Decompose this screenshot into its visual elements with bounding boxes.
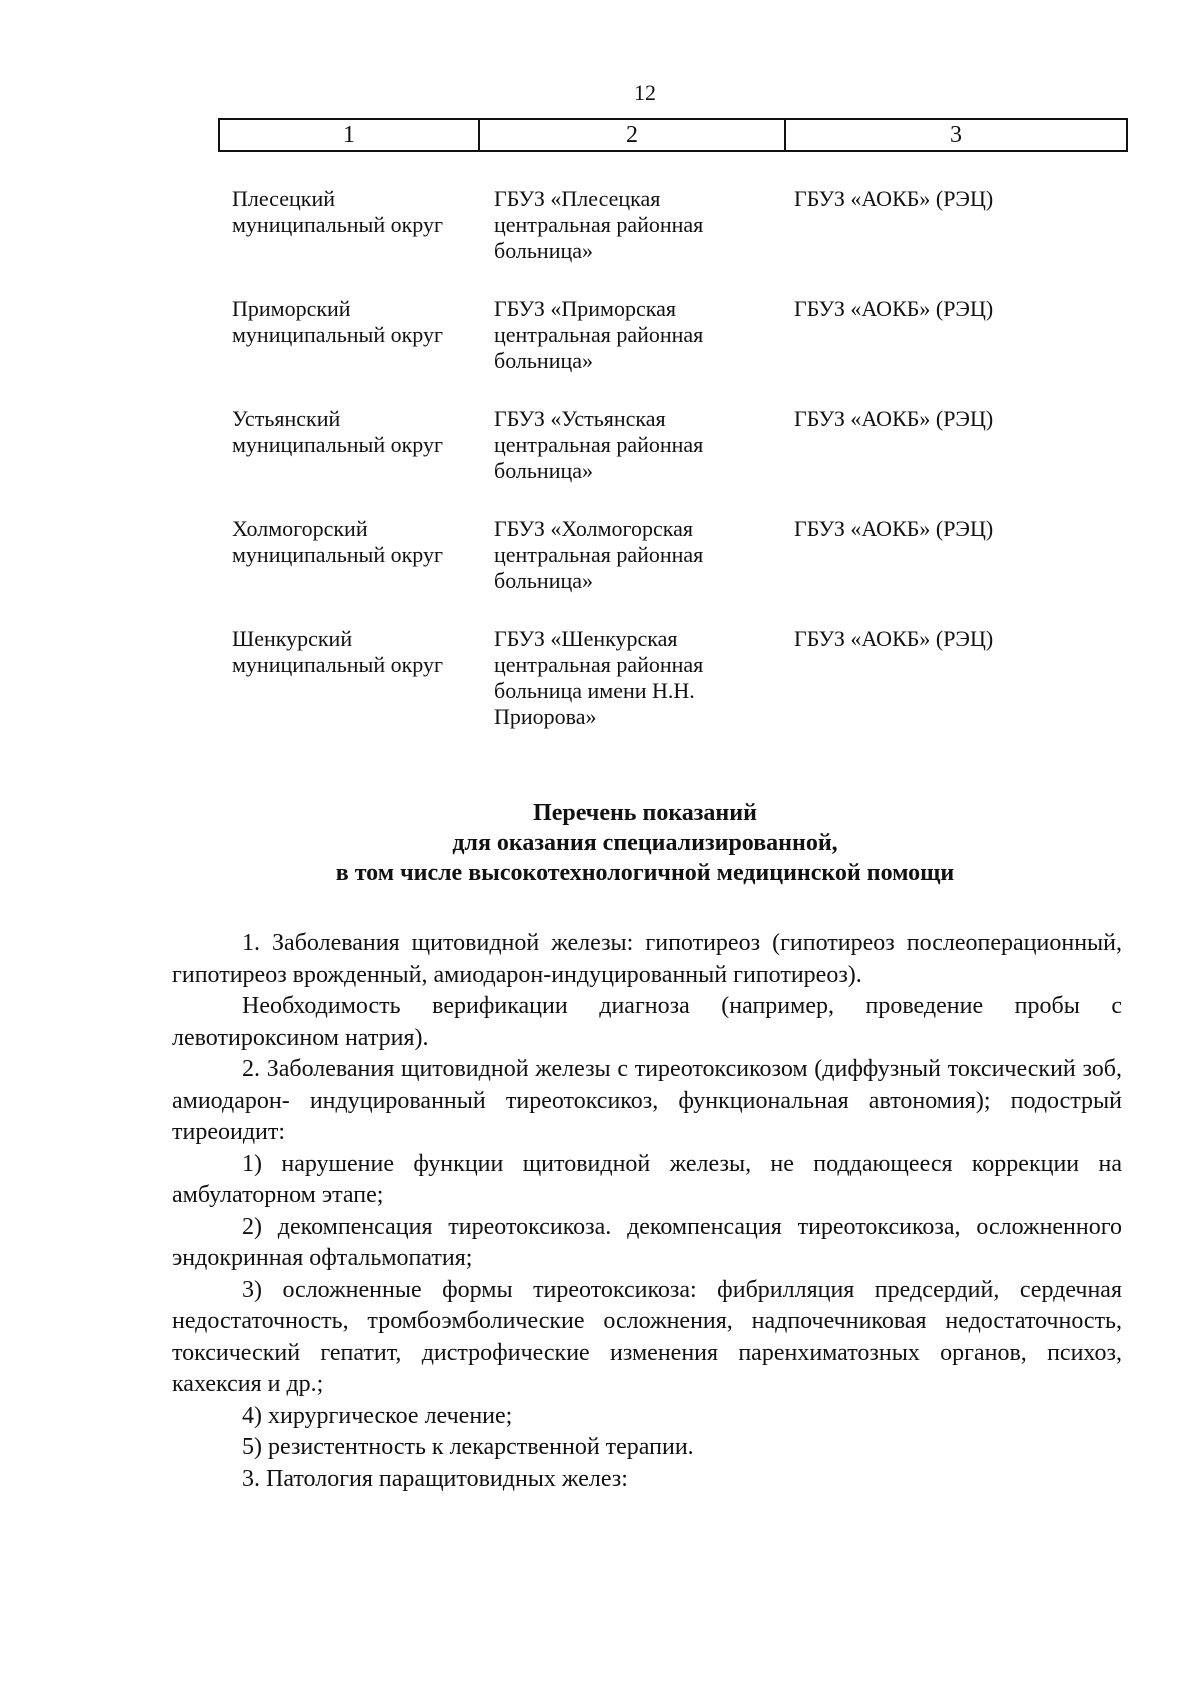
district-cell [232, 516, 494, 594]
heading-line: Перечень показаний [533, 800, 757, 826]
hospital-line: центральная районная [494, 322, 704, 347]
paragraph: 5) резистентность к лекарственной терапии. [242, 1434, 694, 1460]
table-row [232, 406, 1132, 484]
paragraph: Необходимость верификации диагноза (например, проведение пробы с левотироксином натрия). [172, 993, 1122, 1051]
hospital-line: ГБУЗ «Плесецкая [494, 186, 661, 211]
page-number: 12 [634, 80, 656, 105]
district-cell [232, 626, 494, 730]
hospital-cell [494, 626, 794, 730]
center-cell: ГБУЗ «АОКБ» (РЭЦ) [794, 186, 994, 211]
hospital-line: больница» [494, 348, 593, 373]
hospital-line: ГБУЗ «Устьянская [494, 406, 666, 431]
district-line: Холмогорский [232, 516, 368, 541]
hospital-line: ГБУЗ «Приморская [494, 296, 676, 321]
center-cell: ГБУЗ «АОКБ» (РЭЦ) [794, 296, 994, 321]
hospital-line: больница» [494, 458, 593, 483]
table-row [232, 186, 1132, 264]
hospital-cell [494, 296, 794, 374]
heading-line: в том числе высокотехнологичной медицинской помощи [335, 860, 955, 886]
district-line: Устьянский [232, 406, 341, 431]
district-line: муниципальный округ [232, 322, 444, 347]
hospital-line: ГБУЗ «Шенкурская [494, 626, 678, 651]
district-cell [232, 186, 494, 264]
hospital-line: центральная районная [494, 652, 704, 677]
hospital-cell [494, 406, 794, 484]
district-line: муниципальный округ [232, 212, 444, 237]
column-number-2: 2 [480, 120, 786, 150]
hospital-line: Приорова» [494, 704, 597, 729]
hospital-line: больница имени Н.Н. [494, 678, 695, 703]
center-cell: ГБУЗ «АОКБ» (РЭЦ) [794, 406, 994, 431]
hospital-cell [494, 516, 794, 594]
district-line: Шенкурский [232, 626, 353, 651]
table-row [232, 296, 1132, 374]
table-row [232, 626, 1132, 730]
district-line: Плесецкий [232, 186, 335, 211]
district-line: муниципальный округ [232, 432, 444, 457]
hospital-line: больница» [494, 238, 593, 263]
district-line: Приморский [232, 296, 351, 321]
paragraph: 1. Заболевания щитовидной железы: гипотиреоз (гипотиреоз послеоперационный, гипотиреоз врожденный, амиодарон-индуцированный гипотиреоз). [172, 930, 1122, 988]
column-number-3: 3 [950, 122, 962, 148]
paragraph: 3. Патология паращитовидных желез: [242, 1465, 628, 1492]
paragraph: 4) хирургическое лечение; [242, 1402, 513, 1429]
section-heading [0, 798, 1200, 888]
districts-table [232, 186, 1132, 730]
district-line: муниципальный округ [232, 542, 444, 567]
column-number-1: 1 [220, 120, 480, 150]
table-column-numbers [218, 118, 1128, 152]
indications-list [172, 928, 1122, 1495]
paragraph: 3) осложненные формы тиреотоксикоза: фибрилляция предсердий, сердечная недостаточность, тромбоэмболические осложнения, надпочечниковая недостаточность, токсический гепатит, дистрофические изменения паренхиматозных органов, психоз, кахексия и др.; [172, 1276, 1122, 1397]
heading-line: для оказания специализированной, [452, 830, 838, 856]
paragraph: 2. Заболевания щитовидной железы с тиреотоксикозом (диффузный токсический зоб, амиодарон- индуцированный тиреотоксикоз, функциональная автономия); подострый тиреоидит: [172, 1056, 1122, 1145]
district-cell [232, 406, 494, 484]
table-row [232, 516, 1132, 594]
paragraph: 2) декомпенсация тиреотоксикоза. декомпенсация тиреотоксикоза, осложненного эндокринная офтальмопатия; [172, 1213, 1122, 1271]
district-line: муниципальный округ [232, 652, 444, 677]
hospital-line: центральная районная [494, 542, 704, 567]
hospital-line: больница» [494, 568, 593, 593]
center-cell: ГБУЗ «АОКБ» (РЭЦ) [794, 516, 994, 541]
hospital-line: центральная районная [494, 432, 704, 457]
district-cell [232, 296, 494, 374]
hospital-cell [494, 186, 794, 264]
hospital-line: ГБУЗ «Холмогорская [494, 516, 693, 541]
paragraph: 1) нарушение функции щитовидной железы, не поддающееся коррекции на амбулаторном этапе; [172, 1150, 1122, 1208]
center-cell: ГБУЗ «АОКБ» (РЭЦ) [794, 626, 994, 651]
hospital-line: центральная районная [494, 212, 704, 237]
